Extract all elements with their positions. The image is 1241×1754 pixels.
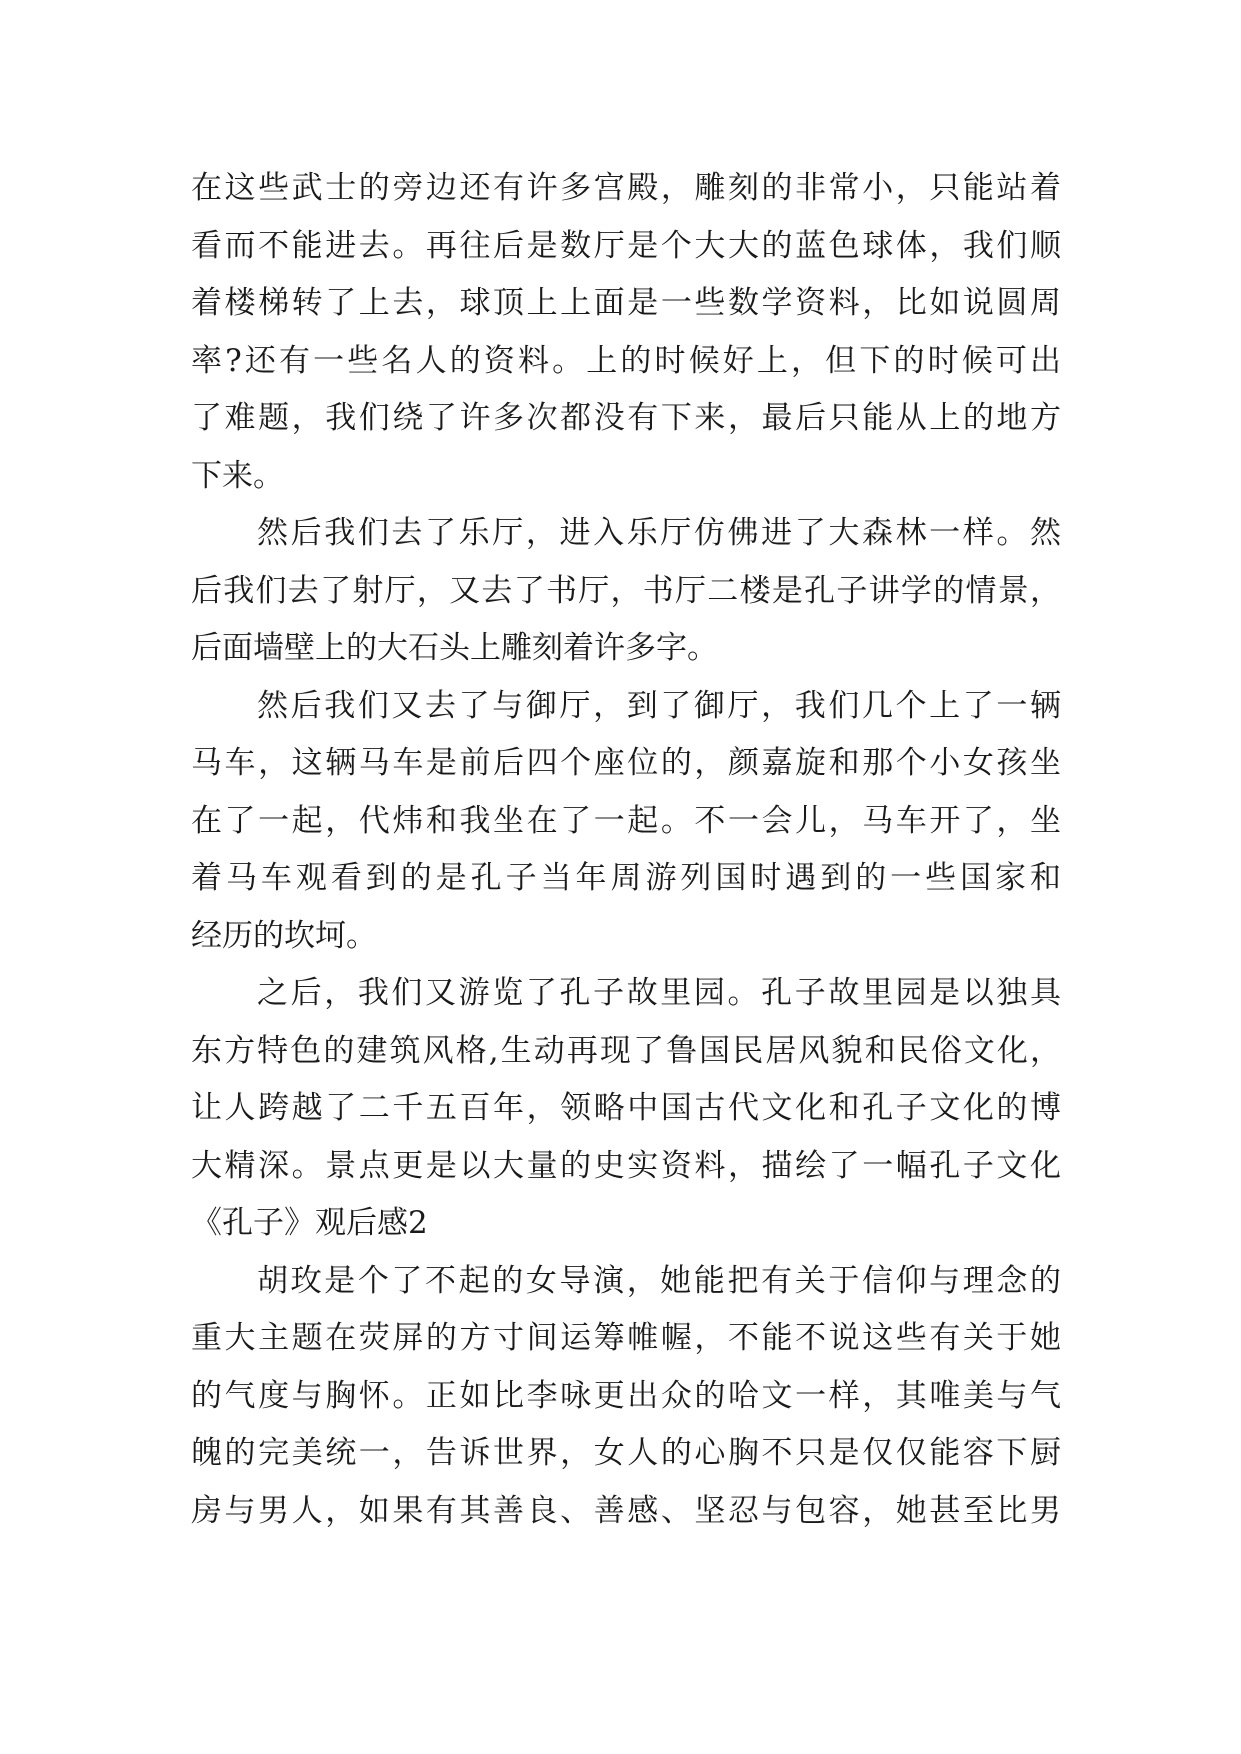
text-line: 房与男人，如果有其善良、善感、坚忍与包容，她甚至比男 — [191, 1492, 1061, 1529]
text-line: 马车，这辆马车是前后四个座位的，颜嘉旋和那个小女孩坐 — [191, 745, 1061, 781]
paragraph-first-line: 胡玫是个了不起的女导演，她能把有关于信仰与理念的 — [257, 1262, 1061, 1299]
text-line: 让人跨越了二千五百年，领略中国古代文化和孔子文化的博 — [191, 1090, 1061, 1126]
text-line: 魄的完美统一，告诉世界，女人的心胸不只是仅仅能容下厨 — [191, 1435, 1061, 1471]
text-line: 后我们去了射厅，又去了书厅，书厅二楼是孔子讲学的情景， — [191, 572, 1061, 609]
section-heading: 《孔子》观后感2 — [191, 1205, 428, 1241]
text-line: 在这些武士的旁边还有许多宫殿，雕刻的非常小，只能站着 — [191, 170, 1061, 206]
text-line: 下来。 — [191, 457, 284, 494]
text-line: 着楼梯转了上去，球顶上上面是一些数学资料，比如说圆周 — [191, 285, 1061, 321]
text-line: 在了一起，代炜和我坐在了一起。不一会儿，马车开了，坐 — [191, 802, 1061, 839]
text-line: 东方特色的建筑风格,生动再现了鲁国民居风貌和民俗文化， — [191, 1032, 1061, 1069]
text-line: 着马车观看到的是孔子当年周游列国时遇到的一些国家和 — [191, 860, 1061, 896]
paragraph-first-line: 然后我们去了乐厅，进入乐厅仿佛进了大森林一样。然 — [257, 515, 1061, 551]
text-line: 率?还有一些名人的资料。上的时候好上，但下的时候可出 — [191, 342, 1061, 379]
text-line: 看而不能进去。再往后是数厅是个大大的蓝色球体，我们顺 — [191, 227, 1061, 264]
paragraph-first-line: 之后，我们又游览了孔子故里园。孔子故里园是以独具 — [257, 975, 1061, 1011]
text-line: 后面墙壁上的大石头上雕刻着许多字。 — [191, 630, 718, 666]
article-body — [191, 160, 1061, 1540]
text-line: 了难题，我们绕了许多次都没有下来，最后只能从上的地方 — [191, 400, 1061, 436]
text-line: 经历的坎坷。 — [191, 917, 377, 954]
text-line: 大精深。景点更是以大量的史实资料，描绘了一幅孔子文化 — [191, 1147, 1061, 1184]
text-line: 的气度与胸怀。正如比李咏更出众的哈文一样，其唯美与气 — [191, 1377, 1061, 1414]
text-line: 重大主题在荧屏的方寸间运筹帷幄，不能不说这些有关于她 — [191, 1320, 1061, 1356]
paragraph-first-line: 然后我们又去了与御厅，到了御厅，我们几个上了一辆 — [257, 687, 1061, 724]
